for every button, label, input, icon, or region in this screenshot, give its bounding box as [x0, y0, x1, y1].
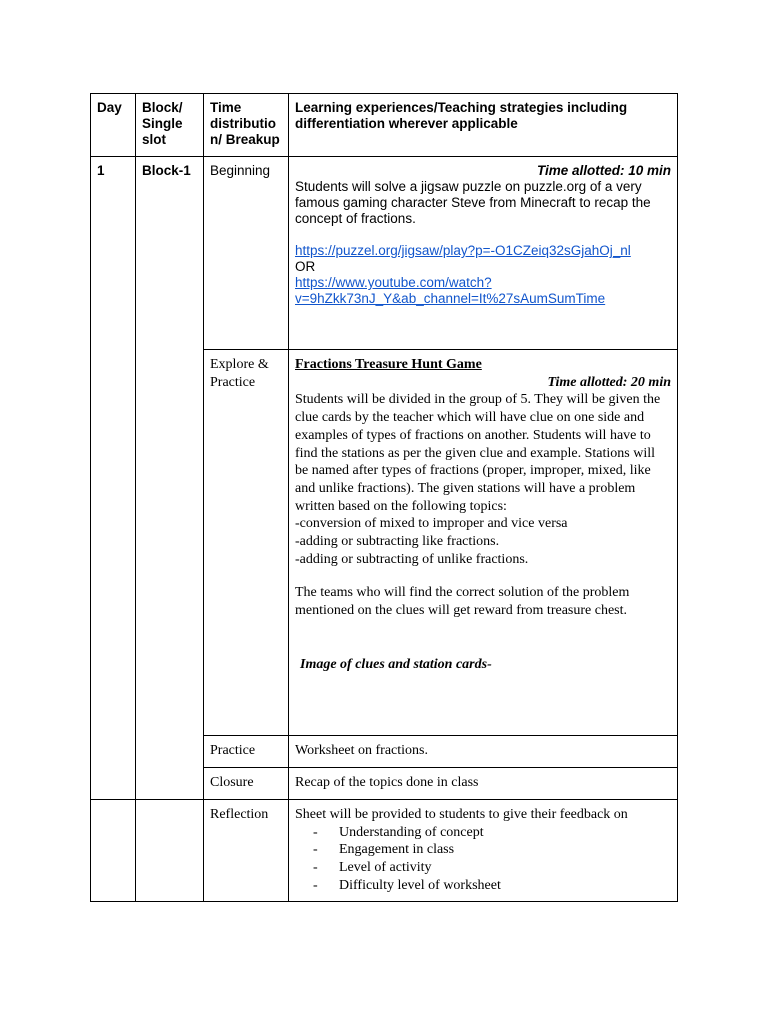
time-allotted-beginning: Time allotted: 10 min: [536, 163, 671, 178]
or-label: OR: [295, 259, 316, 274]
header-time: Time distributio n/ Breakup: [204, 94, 289, 157]
stage-closure: Closure: [204, 768, 289, 800]
day-cell-empty: [91, 800, 136, 902]
content-explore: [289, 350, 678, 736]
reflection-text: Sheet will be provided to students to give their feedback on: [295, 807, 628, 822]
block-cell-empty: [136, 800, 204, 902]
list-item: - Level of activity: [313, 860, 432, 876]
header-block: Block/ Single slot: [136, 94, 204, 157]
header-day: Day: [91, 94, 136, 157]
list-item: - Difficulty level of worksheet: [313, 877, 501, 893]
header-row: [91, 94, 678, 157]
puzzle-link[interactable]: https://puzzel.org/jigsaw/play?p=-O1CZeiq32sGjahOj_nl: [295, 243, 631, 258]
row-reflection: [91, 800, 678, 902]
image-caption: Image of clues and station cards-: [300, 656, 492, 672]
stage-reflection: Reflection: [204, 800, 289, 902]
topic-item: -adding or subtracting of unlike fractions.: [295, 551, 529, 567]
topic-item: -adding or subtracting like fractions.: [295, 534, 500, 550]
topic-item: -conversion of mixed to improper and vice versa: [295, 516, 568, 532]
youtube-link[interactable]: https://www.youtube.com/watch?v=9hZkk73nJ_Y&ab_channel=It%27sAumSumTime: [295, 275, 606, 306]
lesson-plan-table: [90, 93, 678, 902]
list-item: - Understanding of concept: [313, 824, 484, 840]
row-beginning: [91, 157, 678, 350]
content-reflection: [289, 800, 678, 902]
stage-explore: Explore & Practice: [204, 350, 289, 736]
explore-paragraph: Students will be divided in the group of 5. They will be given the clue cards by the teacher which will have clue on one side and examples of types of fractions on another. Students will have to find the stations as per the given clue and example. Stations will be named after types of fractions (proper, improper, mixed, like and unlike fractions). The given stations will have a problem written based on the following topics:: [295, 392, 661, 514]
content-closure: Recap of the topics done in class: [289, 768, 678, 800]
stage-beginning: Beginning: [204, 157, 289, 350]
stage-practice: Practice: [204, 736, 289, 768]
content-beginning: [289, 157, 678, 350]
day-cell: 1: [91, 157, 136, 800]
time-allotted-explore: Time allotted: 20 min: [547, 374, 671, 390]
list-item: - Engagement in class: [313, 842, 455, 858]
header-learning: Learning experiences/Teaching strategies including differentiation wherever applicable: [289, 94, 678, 157]
block-cell: Block-1: [136, 157, 204, 800]
content-practice: Worksheet on fractions.: [289, 736, 678, 768]
beginning-description: Students will solve a jigsaw puzzle on puzzle.org of a very famous gaming character Steve from Minecraft to recap the concept of fractions.: [295, 179, 651, 226]
treasure-hunt-title: Fractions Treasure Hunt Game: [295, 357, 482, 372]
teams-paragraph: The teams who will find the correct solution of the problem mentioned on the clues will get reward from treasure chest.: [295, 585, 630, 619]
feedback-list: [295, 824, 671, 895]
